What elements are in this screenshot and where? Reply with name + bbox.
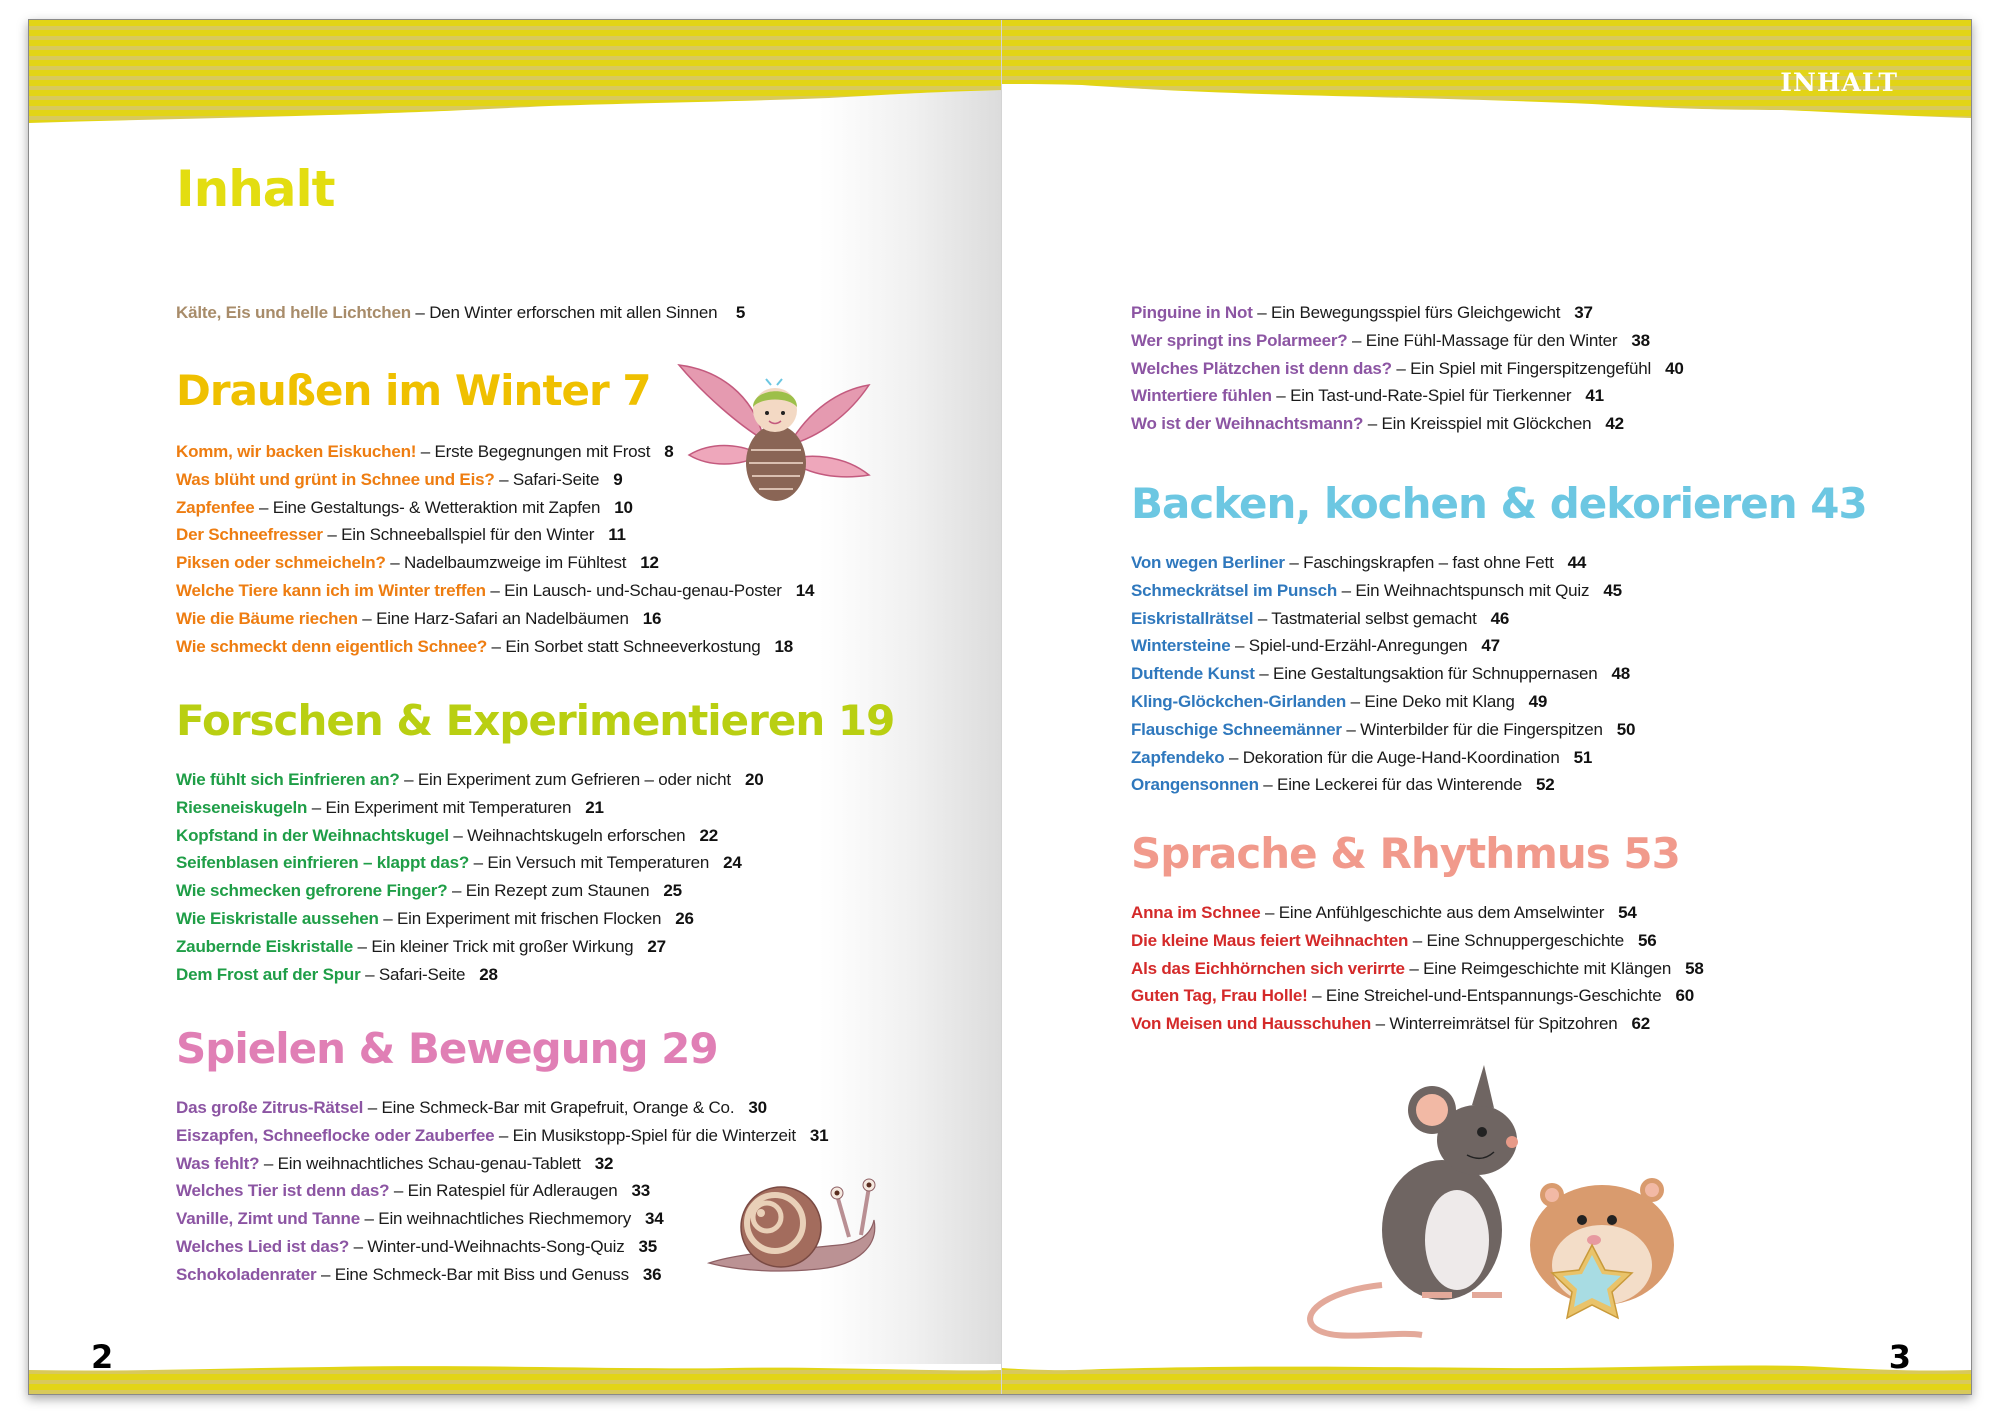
entry-page: 35: [638, 1236, 658, 1256]
top-yellow-band: [29, 20, 1002, 130]
toc-entry[interactable]: [1131, 632, 1635, 660]
toc-entry[interactable]: [176, 1094, 828, 1122]
entry-page: 24: [723, 853, 742, 873]
entry-page: 40: [1665, 358, 1684, 378]
entry-title: Wintertiere fühlen: [1131, 386, 1272, 406]
entry-description: – Dekoration für die Auge-Hand-Koordination: [1228, 747, 1560, 767]
section-heading-spielen[interactable]: Spielen & Bewegung 29: [176, 1024, 718, 1073]
entry-page: 20: [744, 770, 764, 789]
toc-entry[interactable]: [1131, 716, 1635, 744]
toc-entry[interactable]: [1131, 982, 1704, 1010]
toc-entry[interactable]: [1131, 355, 1684, 383]
entry-description: – Ein Experiment zum Gefrieren – oder nicht: [404, 770, 731, 789]
entry-description: – Eine Schmeck-Bar mit Grapefruit, Orange & Co.: [367, 1098, 735, 1117]
entry-description: – Ein Versuch mit Temperaturen: [473, 853, 710, 873]
toc-entry[interactable]: [176, 849, 763, 877]
bottom-yellow-band: [29, 1364, 1002, 1394]
entry-page: 10: [614, 497, 633, 517]
entry-page: 46: [1490, 608, 1510, 628]
entry-title: Rieseneiskugeln: [176, 797, 308, 817]
entry-title: Eiszapfen, Schneeflocke oder Zauberfee: [176, 1125, 495, 1145]
toc-entry[interactable]: [1131, 927, 1704, 955]
toc-entry[interactable]: [1131, 327, 1684, 355]
entry-title: Wie schmecken gefrorene Finger?: [176, 881, 448, 901]
entry-description: – Erste Begegnungen mit Frost: [420, 442, 651, 461]
entry-title: Dem Frost auf der Spur: [176, 964, 361, 984]
entry-title: Als das Eichhörnchen sich verirrte: [1131, 958, 1405, 978]
entry-page: 28: [479, 964, 498, 984]
toc-entry[interactable]: [1131, 382, 1684, 410]
entry-description: – Ein Lausch- und-Schau-genau-Poster: [490, 580, 782, 600]
entry-page: 37: [1574, 303, 1593, 322]
running-head: INHALT: [1780, 68, 1898, 97]
entry-page: 30: [748, 1098, 767, 1117]
entry-page: 51: [1573, 747, 1593, 767]
entry-page: 25: [663, 881, 682, 901]
entry-description: – Eine Schmeck-Bar mit Biss und Genuss: [320, 1264, 629, 1284]
entry-title: Eiskristallrätsel: [1131, 608, 1254, 628]
toc-entry[interactable]: [1131, 410, 1684, 438]
spielen-continued-entry-list: [1131, 299, 1684, 438]
entry-title: Zapfendeko: [1131, 747, 1225, 767]
entry-title: Zapfenfee: [176, 497, 255, 517]
entry-page: 26: [675, 908, 694, 928]
entry-description: – Winterbilder für die Fingerspitzen: [1346, 719, 1603, 739]
entry-page: 31: [809, 1125, 829, 1145]
entry-title: Von Meisen und Hausschuhen: [1131, 1014, 1372, 1034]
entry-description: – Safari-Seite: [499, 469, 600, 489]
pinecone-fairy-illustration: [669, 355, 879, 510]
entry-page: 14: [795, 580, 815, 600]
entry-description: – Eine Streichel-und-Entspannungs-Geschichte: [1312, 986, 1662, 1006]
entry-description: – Ein weihnachtliches Schau-genau-Tablett: [263, 1153, 581, 1173]
snail-illustration: [699, 1165, 899, 1285]
entry-title: Orangensonnen: [1131, 775, 1259, 795]
entry-title: Schmeckrätsel im Punsch: [1131, 580, 1338, 600]
entry-description: – Faschingskrapfen – fast ohne Fett: [1289, 553, 1554, 572]
entry-title: Von wegen Berliner: [1131, 553, 1285, 572]
entry-description: – Nadelbaumzweige im Fühltest: [390, 553, 627, 573]
entry-title: Kälte, Eis und helle Lichtchen: [176, 303, 411, 322]
entry-page: 60: [1675, 986, 1695, 1006]
entry-title: Welche Tiere kann ich im Winter treffen: [176, 580, 486, 600]
entry-description: – Ein Experiment mit frischen Flocken: [383, 908, 662, 928]
left-page: [29, 20, 1002, 1394]
entry-description: – Ein Schneeballspiel für den Winter: [327, 525, 595, 545]
entry-description: – Ein Tast-und-Rate-Spiel für Tierkenner: [1276, 386, 1572, 406]
toc-entry[interactable]: [176, 794, 763, 822]
entry-title: Wie schmeckt denn eigentlich Schnee?: [176, 636, 488, 656]
toc-entry[interactable]: [1131, 660, 1635, 688]
toc-entry[interactable]: [1131, 605, 1635, 633]
entry-description: – Ein weihnachtliches Riechmemory: [364, 1209, 631, 1229]
entry-page: 12: [640, 553, 659, 573]
entry-page: 18: [774, 636, 794, 656]
entry-description: – Winter-und-Weihnachts-Song-Quiz: [353, 1236, 625, 1256]
entry-title: Kopfstand in der Weihnachtskugel: [176, 825, 449, 845]
entry-description: – Den Winter erforschen mit allen Sinnen: [415, 303, 718, 322]
entry-title: Komm, wir backen Eiskuchen!: [176, 442, 417, 461]
entry-title: Wer springt ins Polarmeer?: [1131, 330, 1348, 350]
entry-title: Pinguine in Not: [1131, 303, 1253, 322]
entry-page: 5: [735, 303, 746, 322]
entry-description: – Ein Sorbet statt Schneeverkostung: [491, 636, 761, 656]
entry-page: 22: [699, 825, 718, 845]
entry-description: – Eine Harz-Safari an Nadelbäumen: [362, 608, 629, 628]
sprache-entry-list: [1131, 899, 1704, 1038]
entry-page: 52: [1536, 775, 1555, 795]
mouse-and-hamster-illustration: [1272, 1060, 1692, 1340]
entry-page: 32: [594, 1153, 614, 1173]
toc-entry[interactable]: [176, 933, 763, 961]
entry-page: 33: [631, 1181, 651, 1201]
page-number-left: 2: [91, 1338, 114, 1376]
entry-page: 34: [645, 1209, 664, 1229]
entry-description: – Spiel-und-Erzähl-Anregungen: [1235, 636, 1468, 656]
section-heading-forschen[interactable]: Forschen & Experimentieren 19: [176, 696, 895, 745]
entry-page: 21: [585, 797, 604, 817]
entry-title: Wie fühlt sich Einfrieren an?: [176, 770, 400, 789]
backen-entry-list: [1131, 549, 1635, 799]
entry-page: 45: [1603, 580, 1622, 600]
toc-entry[interactable]: [176, 549, 814, 577]
entry-description: – Tastmaterial selbst gemacht: [1257, 608, 1477, 628]
intro-entry-list: [176, 299, 745, 327]
page-number-right: 3: [1888, 1338, 1911, 1376]
entry-description: – Weihnachtskugeln erforschen: [453, 825, 686, 845]
entry-title: Wo ist der Weihnachtsmann?: [1131, 414, 1364, 434]
entry-title: Guten Tag, Frau Holle!: [1131, 986, 1308, 1006]
entry-description: – Ein Ratespiel für Adleraugen: [393, 1181, 618, 1201]
entry-title: Welches Lied ist das?: [176, 1236, 350, 1256]
toc-entry[interactable]: [1131, 955, 1704, 983]
toc-entry[interactable]: [176, 905, 763, 933]
entry-title: Kling-Glöckchen-Girlanden: [1131, 691, 1347, 711]
entry-description: – Ein Experiment mit Temperaturen: [311, 797, 572, 817]
entry-title: Zaubernde Eiskristalle: [176, 936, 354, 956]
entry-title: Wie Eiskristalle aussehen: [176, 908, 379, 928]
entry-page: 48: [1611, 664, 1631, 684]
entry-page: 11: [608, 525, 626, 545]
toc-entry[interactable]: [176, 577, 814, 605]
entry-description: – Ein Kreisspiel mit Glöckchen: [1367, 414, 1592, 434]
entry-page: 36: [642, 1264, 662, 1284]
entry-description: – Eine Fühl-Massage für den Winter: [1352, 330, 1618, 350]
toc-entry[interactable]: [1131, 549, 1635, 577]
entry-description: – Eine Deko mit Klang: [1350, 691, 1515, 711]
toc-entry[interactable]: [176, 1122, 828, 1150]
entry-description: – Eine Schnuppergeschichte: [1412, 930, 1625, 950]
toc-entry[interactable]: [1131, 744, 1635, 772]
entry-title: Anna im Schnee: [1131, 903, 1261, 922]
entry-title: Schokoladenrater: [176, 1264, 317, 1284]
entry-description: – Ein Weihnachtspunsch mit Quiz: [1341, 580, 1590, 600]
entry-page: 42: [1605, 414, 1624, 434]
toc-entry[interactable]: [1131, 899, 1704, 927]
entry-description: – Ein kleiner Trick mit großer Wirkung: [357, 936, 634, 956]
toc-entry[interactable]: [176, 961, 763, 989]
page-title: Inhalt: [176, 160, 335, 218]
entry-page: 58: [1685, 958, 1704, 978]
entry-page: 54: [1618, 903, 1637, 922]
entry-title: Seifenblasen einfrieren – klappt das?: [176, 853, 470, 873]
bottom-yellow-band: [1002, 1364, 1972, 1394]
entry-description: – Ein Spiel mit Fingerspitzengefühl: [1396, 358, 1652, 378]
toc-entry[interactable]: [176, 299, 745, 327]
entry-description: – Ein Musikstopp-Spiel für die Winterzeit: [498, 1125, 796, 1145]
section-heading-backen[interactable]: Backen, kochen & dekorieren 43: [1131, 479, 1867, 528]
entry-title: Flauschige Schneemänner: [1131, 719, 1342, 739]
toc-entry[interactable]: [1131, 771, 1635, 799]
entry-description: – Eine Gestaltungs- & Wetteraktion mit Zapfen: [259, 497, 601, 517]
entry-title: Was blüht und grünt in Schnee und Eis?: [176, 469, 495, 489]
entry-title: Piksen oder schmeicheln?: [176, 553, 386, 573]
toc-entry[interactable]: [1131, 299, 1684, 327]
entry-title: Vanille, Zimt und Tanne: [176, 1209, 360, 1229]
entry-page: 56: [1638, 930, 1657, 950]
entry-description: – Safari-Seite: [365, 964, 466, 984]
entry-title: Die kleine Maus feiert Weihnachten: [1131, 930, 1409, 950]
entry-description: – Ein Rezept zum Staunen: [451, 881, 650, 901]
toc-entry[interactable]: [1131, 1010, 1704, 1038]
entry-description: – Ein Bewegungsspiel fürs Gleichgewicht: [1257, 303, 1561, 322]
entry-page: 62: [1631, 1014, 1651, 1034]
toc-entry[interactable]: [1131, 688, 1635, 716]
forschen-entry-list: [176, 766, 763, 988]
entry-page: 8: [664, 442, 674, 461]
entry-page: 9: [613, 469, 623, 489]
entry-page: 50: [1616, 719, 1636, 739]
entry-description: – Eine Anfühlgeschichte aus dem Amselwinter: [1265, 903, 1605, 922]
toc-entry[interactable]: [176, 766, 763, 794]
right-page: [1002, 20, 1972, 1394]
entry-description: – Eine Leckerei für das Winterende: [1263, 775, 1523, 795]
entry-page: 47: [1481, 636, 1500, 656]
toc-entry[interactable]: [176, 521, 814, 549]
toc-entry[interactable]: [176, 822, 763, 850]
entry-title: Welches Plätzchen ist denn das?: [1131, 358, 1392, 378]
entry-description: – Winterreimrätsel für Spitzohren: [1375, 1014, 1618, 1034]
entry-description: – Eine Reimgeschichte mit Klängen: [1409, 958, 1672, 978]
entry-title: Der Schneefresser: [176, 525, 323, 545]
entry-page: 38: [1631, 330, 1650, 350]
entry-page: 49: [1528, 691, 1548, 711]
section-heading-sprache[interactable]: Sprache & Rhythmus 53: [1131, 829, 1680, 878]
entry-title: Duftende Kunst: [1131, 664, 1255, 684]
toc-entry[interactable]: [176, 633, 814, 661]
entry-description: – Eine Gestaltungsaktion für Schnuppernasen: [1259, 664, 1598, 684]
entry-title: Was fehlt?: [176, 1153, 260, 1173]
book-spread: [28, 19, 1972, 1395]
entry-title: Welches Tier ist denn das?: [176, 1181, 390, 1201]
entry-page: 27: [647, 936, 666, 956]
entry-title: Wie die Bäume riechen: [176, 608, 358, 628]
entry-page: 44: [1567, 553, 1587, 572]
entry-title: Wintersteine: [1131, 636, 1231, 656]
toc-entry[interactable]: [1131, 577, 1635, 605]
toc-entry[interactable]: [176, 877, 763, 905]
section-heading-draussen[interactable]: Draußen im Winter 7: [176, 366, 651, 415]
entry-page: 16: [642, 608, 662, 628]
toc-entry[interactable]: [176, 605, 814, 633]
entry-title: Das große Zitrus-Rätsel: [176, 1098, 364, 1117]
entry-page: 41: [1585, 386, 1604, 406]
